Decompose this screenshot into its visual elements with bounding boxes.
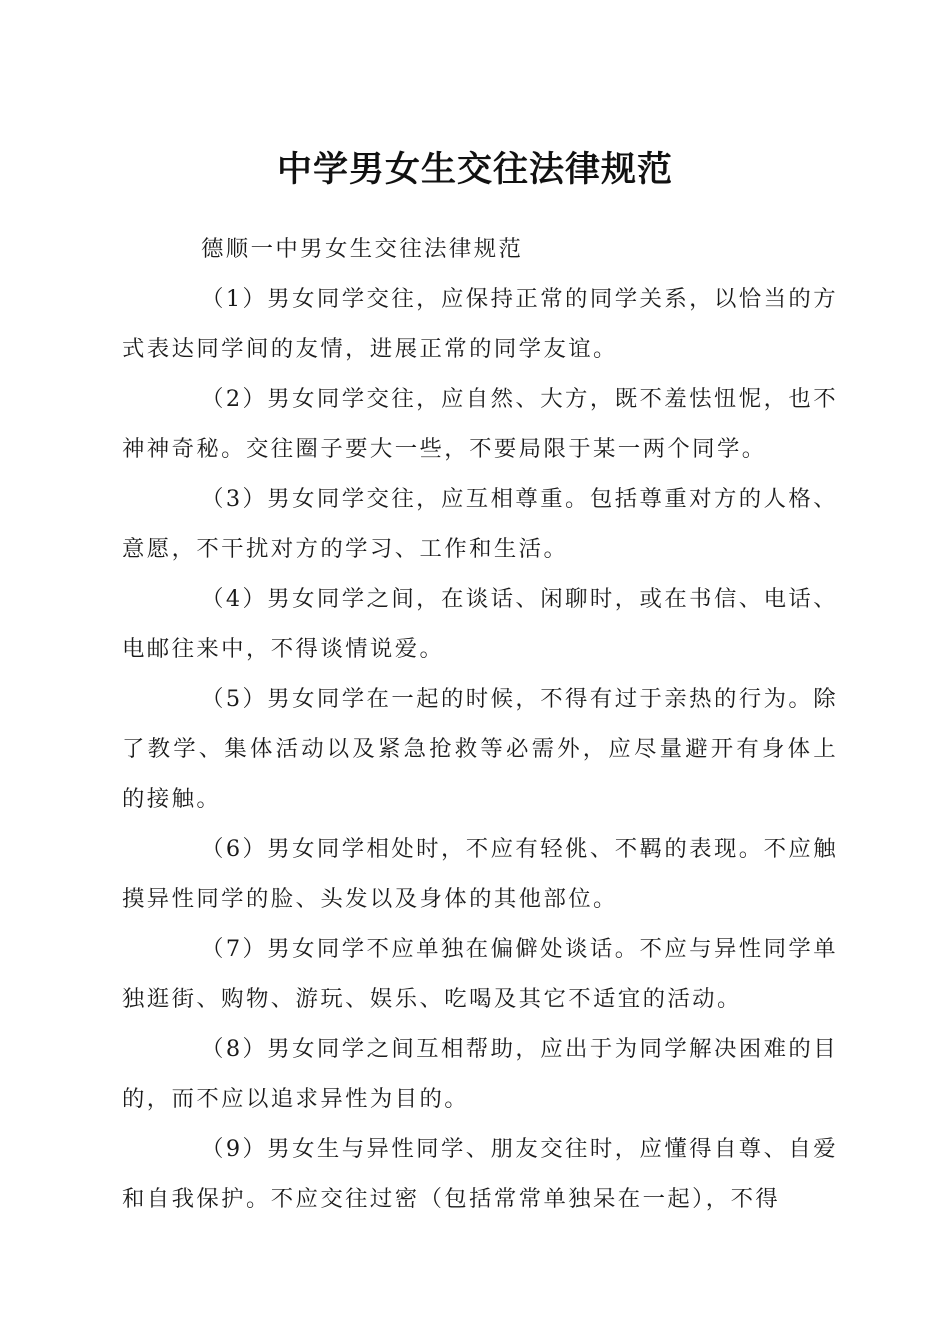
paragraph-9: （9）男女生与异性同学、朋友交往时，应懂得自尊、自爱和自我保护。不应交往过密（包括常常单独呆在一起），不得 [122,1136,838,1212]
paragraph-1: （1）男女同学交往，应保持正常的同学关系，以恰当的方式表达同学间的友情，进展正常的同学友谊。 [122,286,838,362]
document-body [122,224,838,1224]
paragraph-5: （5）男女同学在一起的时候，不得有过于亲热的行为。除了教学、集体活动以及紧急抢救等必需外，应尽量避开有身体上的接触。 [122,686,838,812]
paragraph-3: （3）男女同学交往，应互相尊重。包括尊重对方的人格、意愿，不干扰对方的学习、工作和生活。 [122,486,838,562]
paragraph-2: （2）男女同学交往，应自然、大方，既不羞怯忸怩，也不神神奇秘。交往圈子要大一些，不要局限于某一两个同学。 [122,386,838,462]
paragraph-6: （6）男女同学相处时，不应有轻佻、不羁的表现。不应触摸异性同学的脸、头发以及身体的其他部位。 [122,836,838,912]
document-subtitle: 德顺一中男女生交往法律规范 [201,236,524,262]
paragraph-8: （8）男女同学之间互相帮助，应出于为同学解决困难的目的，而不应以追求异性为目的。 [122,1036,838,1112]
paragraph-7: （7）男女同学不应单独在偏僻处谈话。不应与异性同学单独逛街、购物、游玩、娱乐、吃喝及其它不适宜的活动。 [122,936,838,1012]
paragraph-4: （4）男女同学之间，在谈话、闲聊时，或在书信、电话、电邮往来中，不得谈情说爱。 [122,586,838,662]
document-title: 中学男女生交往法律规范 [276,149,673,190]
